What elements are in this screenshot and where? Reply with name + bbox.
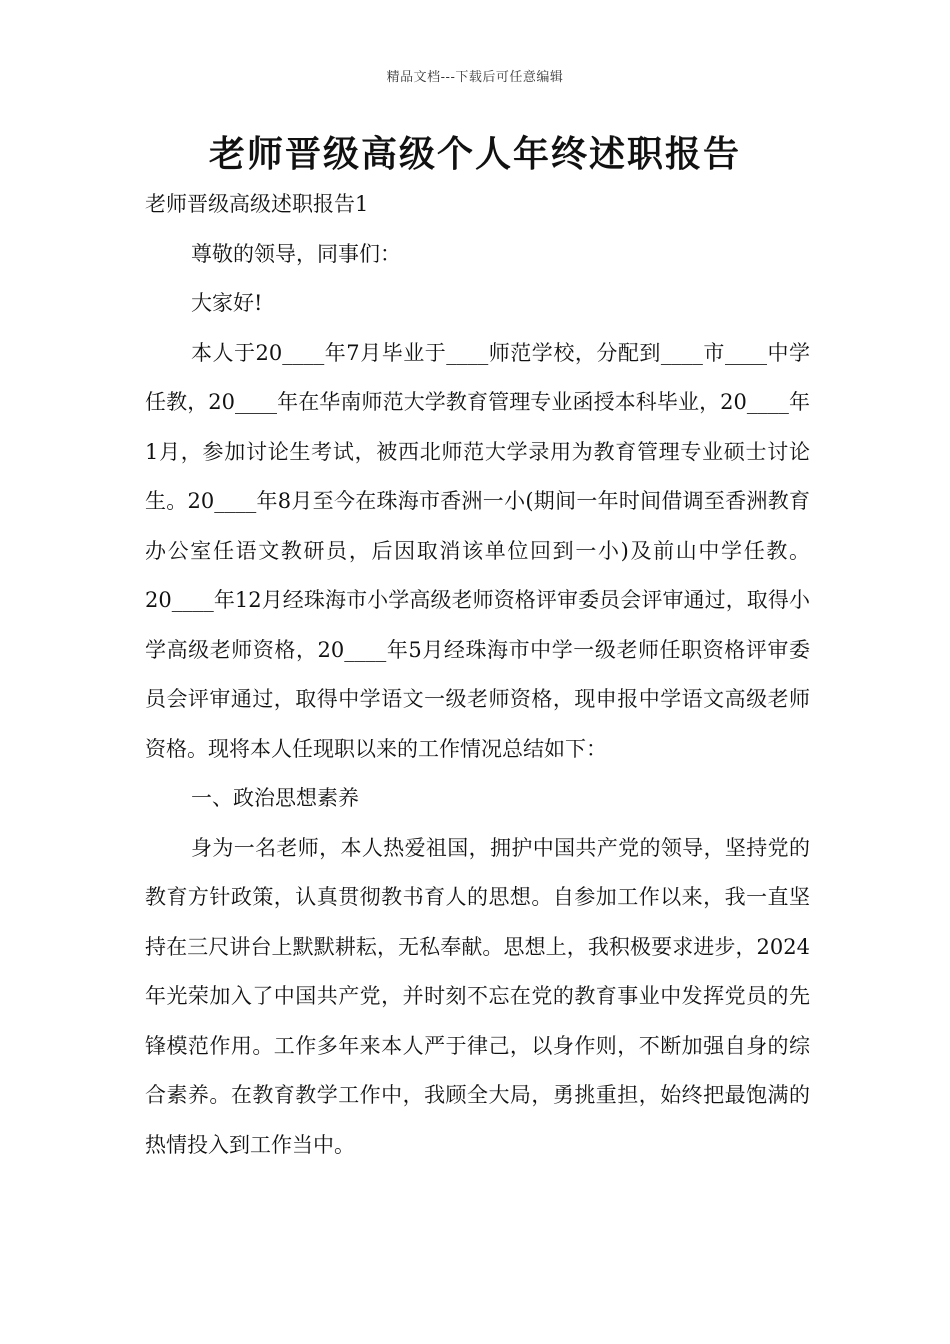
document-title: 老师晋级高级个人年终述职报告	[208, 133, 741, 175]
section-heading-political: 一、政治思想素养	[191, 786, 359, 810]
report-subtitle: 老师晋级高级述职报告1	[145, 192, 369, 216]
paragraph-political: 身为一名老师，本人热爱祖国，拥护中国共产党的领导，坚持党的教育方针政策，认真贯彻教书育人的思想。自参加工作以来，我一直坚持在三尺讲台上默默耕耘，无私奉献。思想上，我积极要求进步，2024年光荣加入了中国共产党，并时刻不忘在党的教育事业中发挥党员的先锋模范作用。工作多年来本人严于律己，以身作则，不断加强自身的综合素养。在教育教学工作中，我顾全大局，勇挑重担，始终把最饱满的热情投入到工作当中。	[145, 835, 810, 1157]
salutation: 尊敬的领导，同事们：	[191, 241, 401, 266]
header-note: 精品文档---下载后可任意编辑	[386, 70, 564, 85]
greeting: 大家好!	[191, 291, 263, 315]
document-body	[145, 180, 810, 1170]
paragraph-background: 本人于20____年7月毕业于____师范学校，分配到____市____中学任教，20____年在华南师范大学教育管理专业函授本科毕业，20____年1月，参加讨论生考试，被西北师范大学录用为教育管理专业硕士讨论生。20____年8月至今在珠海市香洲一小(期间一年时间借调至香洲教育办公室任语文教研员，后因取消该单位回到一小)及前山中学任教。20____年12月经珠海市小学高级老师资格评审委员会评审通过，取得小学高级老师资格，20____年5月经珠海市中学一级老师任职资格评审委员会评审通过，取得中学语文一级老师资格，现申报中学语文高级老师资格。现将本人任现职以来的工作情况总结如下：	[145, 340, 810, 761]
